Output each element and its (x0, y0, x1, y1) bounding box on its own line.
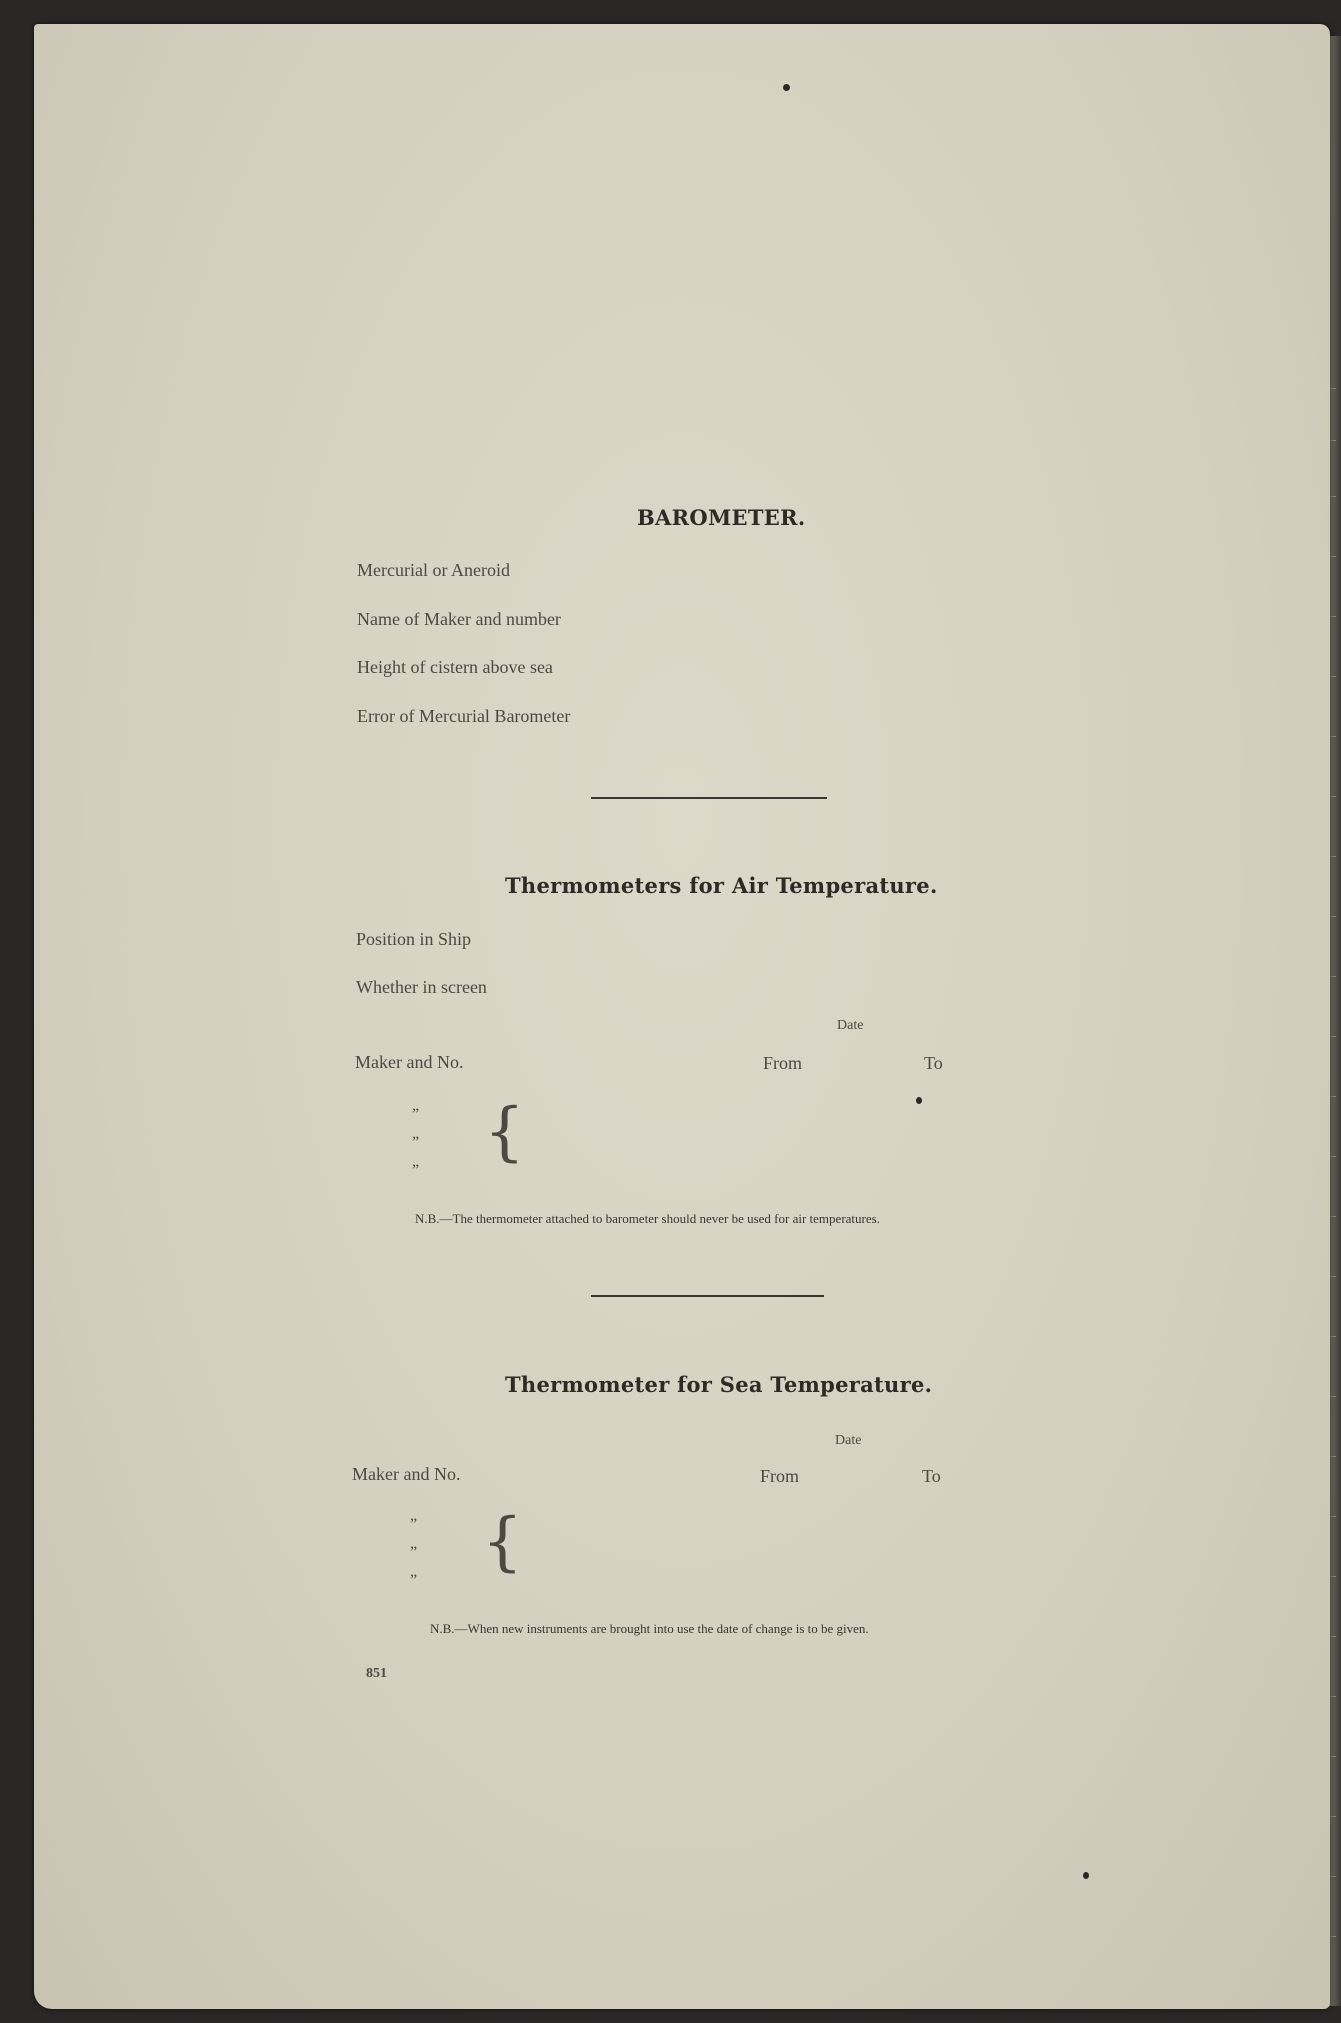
barometer-field-type: Mercurial or Aneroid (357, 560, 510, 580)
sea-from-label: From (760, 1466, 800, 1486)
air-date-label: Date (837, 1018, 864, 1033)
ditto-mark: ” (412, 1162, 420, 1179)
ink-speck (916, 1097, 922, 1104)
section-divider (591, 1295, 824, 1297)
ink-speck (783, 84, 790, 91)
barometer-heading: BAROMETER. (637, 505, 806, 530)
air-to-label: To (924, 1053, 943, 1073)
sea-to-label: To (922, 1466, 941, 1486)
brace-glyph: { (484, 1095, 525, 1169)
ditto-mark: ” (412, 1134, 420, 1151)
sea-maker-label: Maker and No. (352, 1464, 461, 1484)
air-maker-label: Maker and No. (355, 1052, 464, 1072)
air-position-label: Position in Ship (356, 929, 472, 949)
ditto-mark: ” (410, 1572, 418, 1589)
sea-date-label: Date (835, 1433, 862, 1448)
air-from-label: From (763, 1053, 803, 1073)
barometer-field-error: Error of Mercurial Barometer (357, 706, 571, 726)
document-page (34, 24, 1330, 2009)
ink-speck (1083, 1872, 1089, 1879)
air-temperature-heading: Thermometers for Air Temperature. (505, 873, 938, 898)
ditto-mark: ” (410, 1544, 418, 1561)
ditto-mark: ” (412, 1106, 420, 1123)
sea-temperature-heading: Thermometer for Sea Temperature. (505, 1372, 933, 1397)
form-number: 851 (366, 1666, 387, 1681)
section-divider (591, 797, 827, 799)
brace-glyph: { (482, 1505, 523, 1579)
air-screen-label: Whether in screen (356, 977, 487, 997)
barometer-field-maker: Name of Maker and number (357, 609, 561, 629)
sea-note: N.B.—When new instruments are brought into use the date of change is to be given. (430, 1621, 869, 1636)
air-note: N.B.—The thermometer attached to barometer should never be used for air temperatures. (415, 1211, 880, 1226)
barometer-field-height: Height of cistern above sea (357, 657, 553, 677)
ditto-mark: ” (410, 1516, 418, 1533)
